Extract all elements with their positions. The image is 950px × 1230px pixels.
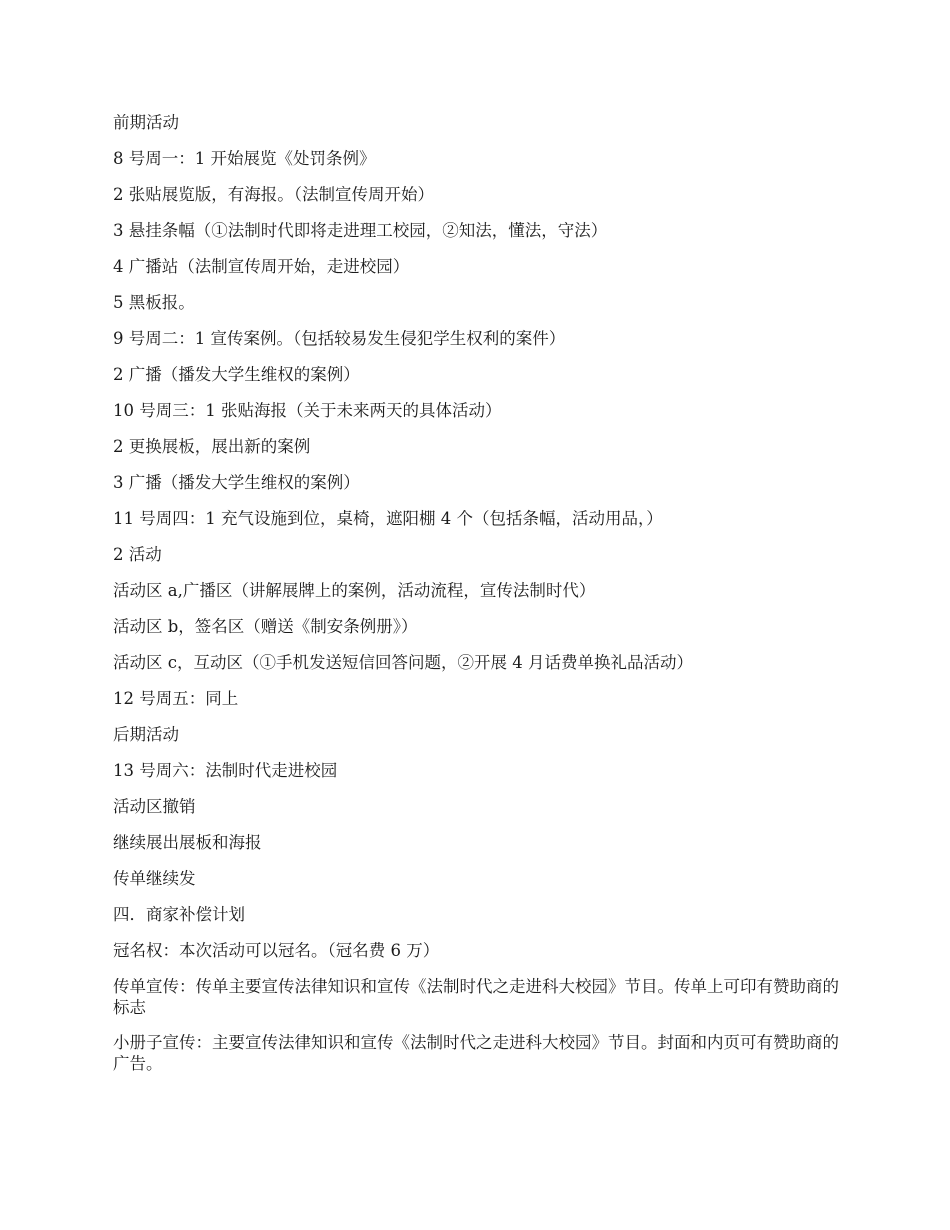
schedule-line: 2 更换展板，展出新的案例 — [113, 437, 311, 456]
schedule-line: 传单继续发 — [113, 869, 196, 888]
sponsor-plan-line: 小册子宣传：主要宣传法律知识和宣传《法制时代之走进科大校园》节目。封面和内页可有赞助商的广告。 — [113, 1033, 839, 1073]
schedule-line: 3 悬挂条幅（①法制时代即将走进理工校园，②知法，懂法，守法） — [113, 221, 608, 240]
sponsor-plan-line: 冠名权：本次活动可以冠名。（冠名费 6 万） — [113, 941, 440, 960]
sponsor-plan-line: 传单宣传：传单主要宣传法律知识和宣传《法制时代之走进科大校园》节目。传单上可印有赞助商的标志 — [113, 977, 839, 1017]
heading-later-activities: 后期活动 — [113, 725, 179, 744]
activity-zone-line: 活动区 b，签名区（赠送《制安条例册》） — [113, 617, 418, 636]
activity-zone-line: 活动区 a,广播区（讲解展牌上的案例，活动流程，宣传法制时代） — [113, 581, 596, 600]
schedule-line: 活动区撤销 — [113, 797, 196, 816]
schedule-line: 8 号周一：1 开始展览《处罚条例》 — [113, 149, 376, 168]
heading-sponsor-plan: 四．商家补偿计划 — [113, 905, 245, 924]
schedule-line: 13 号周六：法制时代走进校园 — [113, 761, 338, 780]
schedule-line: 2 张贴展览版，有海报。（法制宣传周开始） — [113, 185, 434, 204]
schedule-line: 2 广播（播发大学生维权的案例） — [113, 365, 360, 384]
schedule-line: 11 号周四：1 充气设施到位，桌椅，遮阳棚 4 个（包括条幅，活动用品，） — [113, 509, 663, 528]
schedule-line: 9 号周二：1 宣传案例。（包括较易发生侵犯学生权利的案件） — [113, 329, 566, 348]
schedule-line: 4 广播站（法制宣传周开始，走进校园） — [113, 257, 410, 276]
schedule-line: 2 活动 — [113, 545, 162, 564]
schedule-line: 12 号周五：同上 — [113, 689, 239, 708]
heading-early-activities: 前期活动 — [113, 113, 179, 132]
schedule-line: 3 广播（播发大学生维权的案例） — [113, 473, 360, 492]
document-body — [113, 112, 843, 1088]
schedule-line: 5 黑板报。 — [113, 293, 195, 312]
activity-zone-line: 活动区 c，互动区（①手机发送短信回答问题，②开展 4 月话费单换礼品活动） — [113, 653, 693, 672]
schedule-line: 继续展出展板和海报 — [113, 833, 262, 852]
schedule-line: 10 号周三：1 张贴海报（关于未来两天的具体活动） — [113, 401, 502, 420]
